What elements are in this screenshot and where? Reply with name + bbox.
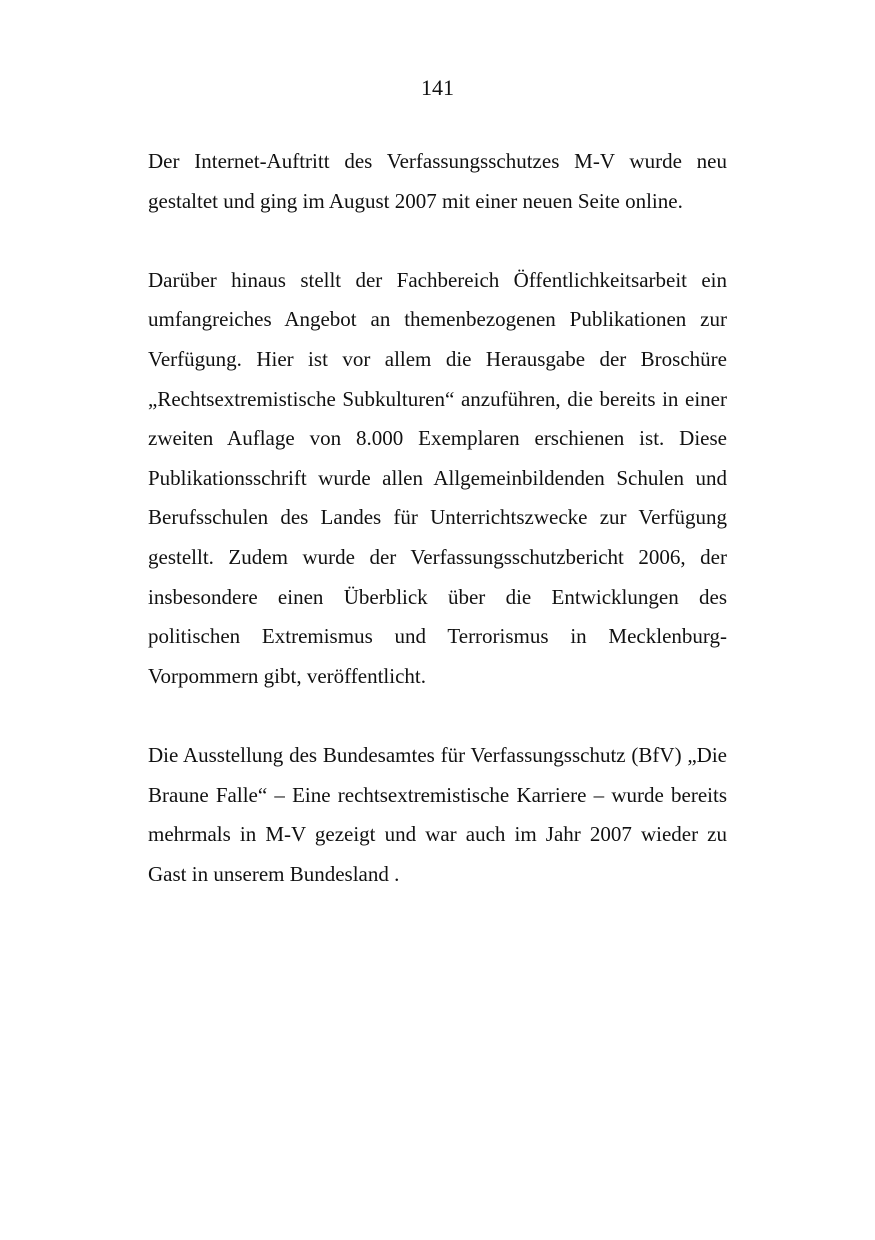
paragraph-publications: Darüber hinaus stellt der Fachbereich Öffentlichkeitsarbeit ein umfangreiches Angebot an themenbezogenen Publikationen zur Verfügung. Hier ist vor allem die Herausgabe der Broschüre „Rechtsextremistische Subkulturen“ anzuführen, die bereits in einer zweiten Auflage von 8.000 Exemplaren erschienen ist. Diese Publikationsschrift wurde allen Allgemeinbildenden Schulen und Berufsschulen des Landes für Unterrichtszwecke zur Verfügung gestellt. Zudem wurde der Verfassungsschutzbericht 2006, der insbesondere einen Überblick über die Entwicklungen des politischen Extremismus und Terrorismus in Mecklenburg-Vorpommern gibt, veröffentlicht. [148, 267, 727, 688]
page-number: 141 [421, 75, 454, 100]
paragraph-website-relaunch: Der Internet-Auftritt des Verfassungsschutzes M-V wurde neu gestaltet und ging im August 2007 mit einer neuen Seite online. [148, 149, 727, 213]
paragraph-exhibition: Die Ausstellung des Bundesamtes für Verfassungsschutz (BfV) „Die Braune Falle“ – Eine rechtsextremistische Karriere – wurde bereits mehrmals in M-V gezeigt und war auch im Jahr 2007 wieder zu Gast in unserem Bundesland . [148, 742, 727, 886]
body-text [148, 142, 727, 894]
